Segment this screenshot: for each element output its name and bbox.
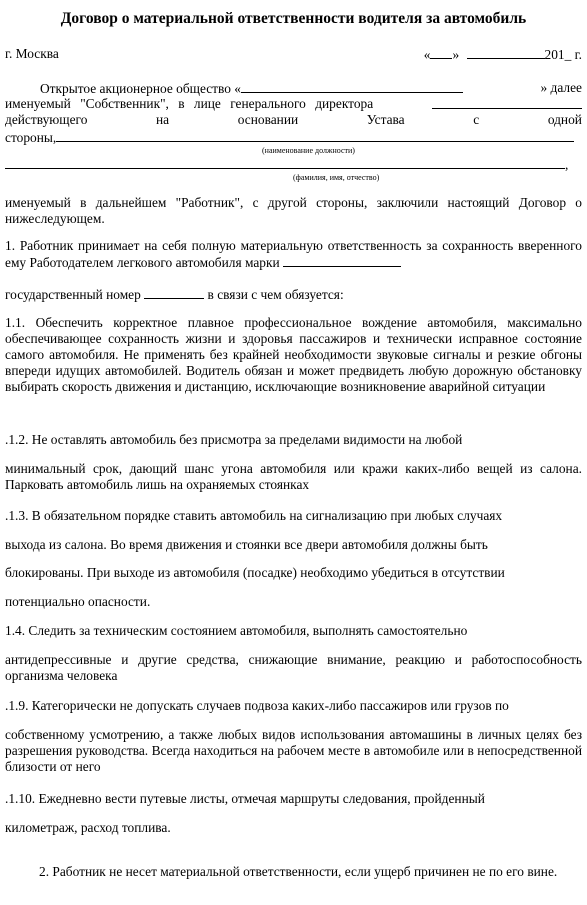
worker-name-blank (5, 156, 565, 169)
clause-1-2-a: .1.2. Не оставлять автомобиль без присмотра за пределами видимости на любой (5, 432, 463, 447)
clause-1-4-a: 1.4. Следить за техническим состоянием автомобиля, выполнять самостоятельно (5, 623, 468, 638)
clause-1-1: 1.1. Обеспечить корректное плавное профессиональное вождение автомобиля, максимально обеспечивающее сохранность жизни и здоровья пассажиров и технически исправное состояние самого автомобиля. Не применять без крайней необходимости звуковые сигналы и резкие обгоны впереди идущих автомобилей. Водитель обязан и может предвидеть любую дорожную обстановку выбирать скорость движения и дистанцию, исключающие возникновение аварийной ситуации (5, 315, 582, 394)
clause-1-10-b: километраж, расход топлива. (5, 820, 171, 835)
plate-number-blank (144, 286, 204, 299)
clause-1-3-b: выхода из салона. Во время движения и стоянки все двери автомобиля должны быть (5, 537, 488, 552)
caption-position: (наименование должности) (262, 146, 355, 155)
clause-1-9-a: .1.9. Категорически не допускать случаев подвоза каких-либо пассажиров или грузов по (5, 698, 509, 713)
day-blank (430, 46, 452, 59)
clause-2: 2. Работник не несет материальной ответственности, если ущерб причинен не по его вине. (39, 864, 558, 879)
clause-1-4-b: антидепрессивные и другие средства, снижающие внимание, реакцию и работоспособность организма человека (5, 652, 582, 683)
intro-line-4: стороны, (5, 129, 582, 146)
clause-1-2-b: минимальный срок, дающий шанс угона автомобиля или кражи каких-либо вещей из салона. Парковать автомобиль лишь на охраняемых стоянках (5, 461, 582, 492)
director-name-blank (432, 96, 582, 109)
clause-1-3-c: блокированы. При выходе из автомобиля (посадке) необходимо убедиться в отсутствии (5, 565, 505, 580)
date-field: « » 201_ г. (423, 47, 582, 62)
intro-paragraph: именуемый в дальнейшем "Работник", с другой стороны, заключили настоящий Договор о нижеследующем. (5, 195, 582, 226)
clause-1-10-a: .1.10. Ежедневно вести путевые листы, отмечая маршруты следования, пройденный (5, 791, 485, 806)
party-blank (56, 129, 574, 142)
clause-1-9-b: собственному усмотрению, а также любых видов использования автомашины в личных целях без разрешения руководства. Всегда находиться на рабочем месте в автомобиле или в непосредственной близости от него (5, 727, 582, 774)
clause-1-plate: государственный номер в связи с чем обязуется: (5, 287, 344, 302)
city-date-line (5, 46, 582, 62)
caption-name: (фамилия, имя, отчество) (293, 173, 380, 182)
document-title: Договор о материальной ответственности водителя за автомобиль (60, 10, 527, 27)
worker-name-line: , (5, 156, 582, 173)
clause-1: 1. Работник принимает на себя полную материальную ответственность за сохранность вверенного ему Работодателем легкового автомобиля марки (5, 238, 582, 270)
intro-line-3: действующего на основании Устава с одной (5, 112, 582, 127)
intro-line-1: Открытое акционерное общество « » далее (40, 80, 582, 96)
city: г. Москва (5, 46, 59, 61)
company-name-blank (241, 80, 463, 93)
clause-1-3-d: потенциально опасности. (5, 594, 151, 609)
year: 201_ г. (544, 47, 582, 62)
month-blank (467, 46, 545, 59)
intro-line-2: именуемый "Собственник", в лице генерального директора (5, 96, 582, 112)
clause-1-3-a: .1.3. В обязательном порядке ставить автомобиль на сигнализацию при любых случаях (5, 508, 503, 523)
car-brand-blank (283, 254, 401, 267)
